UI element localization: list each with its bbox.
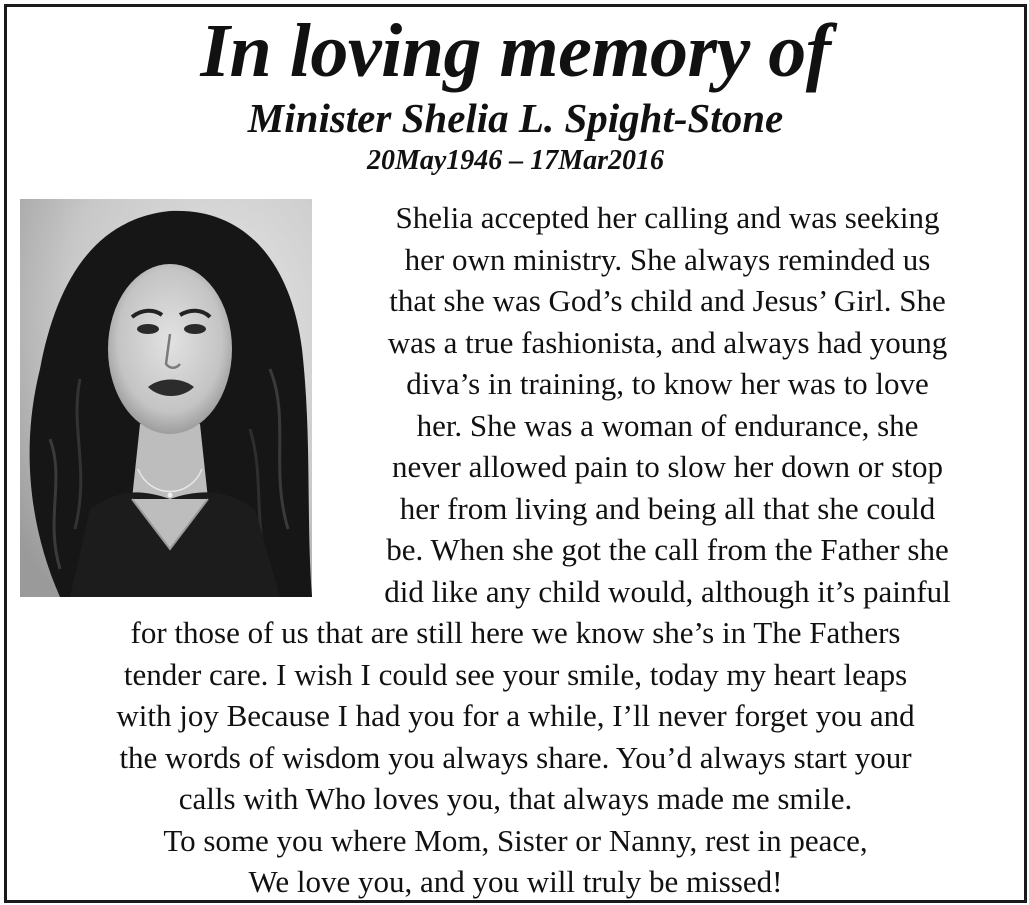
tribute-line: calls with Who loves you, that always made me smile. [178, 781, 853, 816]
tribute-line: for those of us that are still here we know she’s in The Fathers [130, 615, 901, 650]
tribute-line: her. She was a woman of endurance, she [416, 407, 919, 443]
tribute-line: To some you where Mom, Sister or Nanny, rest in peace, [163, 822, 868, 858]
tribute-line: that she was God’s child and Jesus’ Girl. She [389, 283, 946, 318]
tribute-line: tender care. I wish I could see your smile, today my heart leaps [123, 656, 908, 692]
tribute-line: her own ministry. She always reminded us [404, 241, 931, 277]
deceased-name: Minister Shelia L. Spight-Stone [247, 95, 784, 141]
tribute-line: did like any child would, although it’s painful [384, 573, 951, 609]
tribute-line: her from living and being all that she could [399, 490, 936, 526]
memorial-notice [4, 4, 1027, 903]
tribute-line: the words of wisdom you always share. You’d always start your [119, 739, 912, 775]
tribute-line: Shelia accepted her calling and was seeking [395, 200, 940, 235]
tribute-line: We love you, and you will truly be missed! [248, 864, 783, 899]
tribute-line: diva’s in training, to know her was to love [406, 366, 929, 401]
tribute-text [7, 197, 1024, 903]
life-dates: 20May1946 – 17Mar2016 [366, 145, 665, 176]
memorial-heading: In loving memory of [200, 9, 831, 93]
tribute-line: with joy Because I had you for a while, I’ll never forget you and [116, 698, 915, 733]
tribute-line: never allowed pain to slow her down or stop [392, 449, 943, 484]
tribute-line: be. When she got the call from the Father she [386, 532, 949, 567]
tribute-line: was a true fashionista, and always had young [387, 324, 948, 360]
